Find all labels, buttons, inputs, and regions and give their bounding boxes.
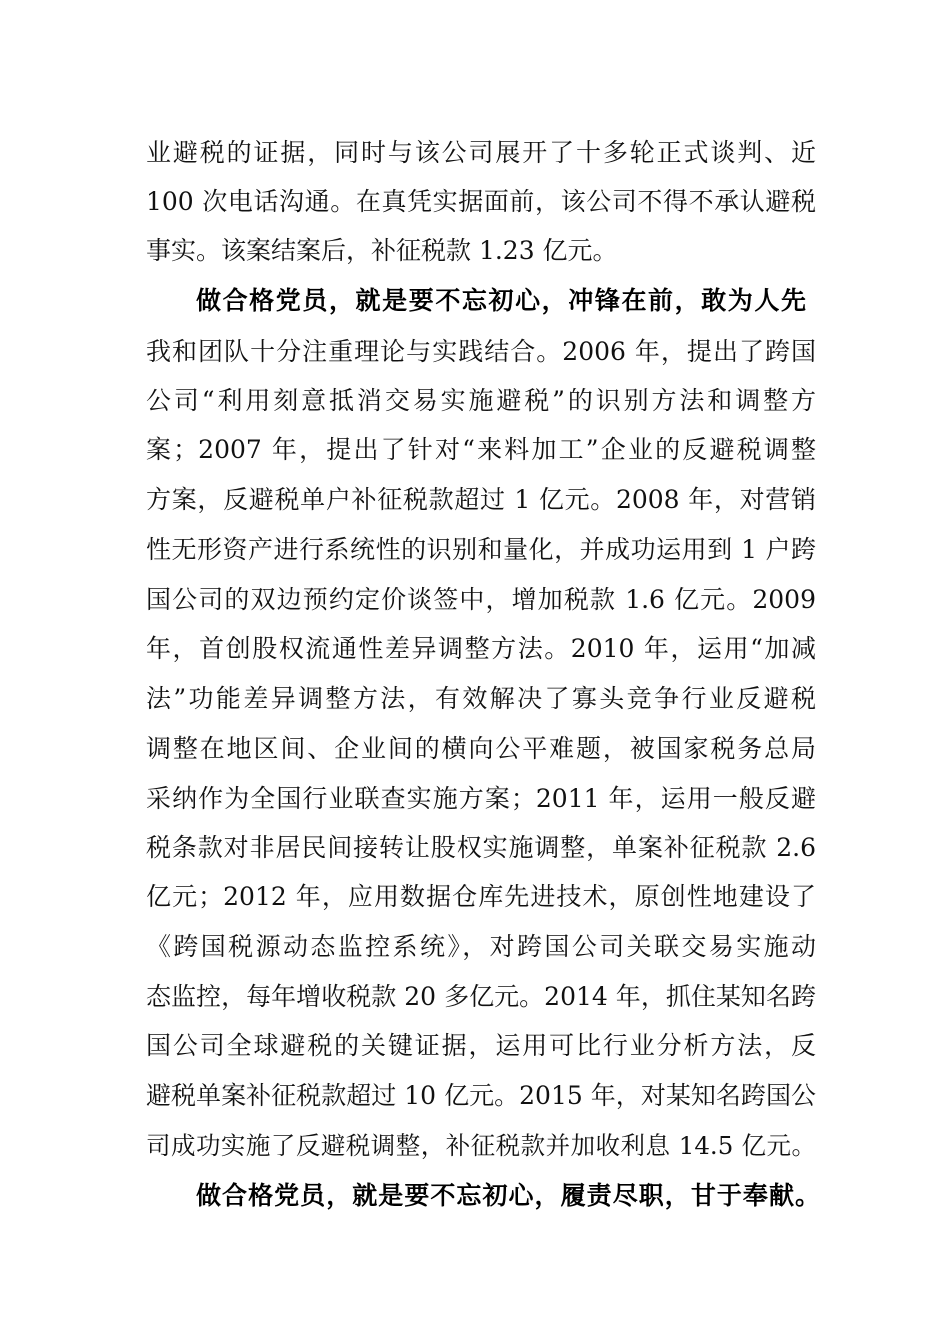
paragraph-2-line-10: 采纳作为全国行业联查实施方案；2011 年，运用一般反避 xyxy=(146,784,816,813)
paragraph-2-line-11: 税条款对非居民间接转让股权实施调整，单案补征税款 2.6 xyxy=(146,833,816,862)
paragraph-2-line-1: 我和团队十分注重理论与实践结合。2006 年，提出了跨国 xyxy=(146,337,816,366)
paragraph-1-line-3: 事实。该案结案后，补征税款 1.23 亿元。 xyxy=(146,236,618,265)
paragraph-2-line-17: 司成功实施了反避税调整，补征税款并加收利息 14.5 亿元。 xyxy=(146,1131,816,1160)
paragraph-2-line-12: 亿元；2012 年，应用数据仓库先进技术，原创性地建设了 xyxy=(146,882,816,911)
section-heading-1: 做合格党员，就是要不忘初心，冲锋在前，敢为人先 xyxy=(196,286,806,315)
paragraph-2-line-5: 性无形资产进行系统性的识别和量化，并成功运用到 1 户跨 xyxy=(146,535,816,564)
paragraph-2-line-6: 国公司的双边预约定价谈签中，增加税款 1.6 亿元。2009 xyxy=(146,585,816,614)
paragraph-2-line-4: 方案，反避税单户补征税款超过 1 亿元。2008 年，对营销 xyxy=(146,485,816,514)
paragraph-2-line-16: 避税单案补征税款超过 10 亿元。2015 年，对某知名跨国公 xyxy=(146,1081,816,1110)
paragraph-2-line-7: 年，首创股权流通性差异调整方法。2010 年，运用“加减 xyxy=(146,634,816,663)
paragraph-2-line-9: 调整在地区间、企业间的横向公平难题，被国家税务总局 xyxy=(146,734,816,763)
paragraph-2-line-8: 法”功能差异调整方法，有效解决了寡头竞争行业反避税 xyxy=(146,684,816,713)
paragraph-2-line-14: 态监控，每年增收税款 20 多亿元。2014 年，抓住某知名跨 xyxy=(146,982,816,1011)
paragraph-2-line-2: 公司“利用刻意抵消交易实施避税”的识别方法和调整方 xyxy=(146,386,816,415)
paragraph-2-line-13: 《跨国税源动态监控系统》，对跨国公司关联交易实施动 xyxy=(146,932,816,961)
paragraph-2-line-15: 国公司全球避税的关键证据，运用可比行业分析方法，反 xyxy=(146,1031,816,1060)
paragraph-1-line-1: 业避税的证据，同时与该公司展开了十多轮正式谈判、近 xyxy=(146,138,816,167)
section-heading-2: 做合格党员，就是要不忘初心，履责尽职，甘于奉献。 xyxy=(196,1181,820,1210)
paragraph-1-line-2: 100 次电话沟通。在真凭实据面前，该公司不得不承认避税 xyxy=(146,187,816,216)
paragraph-2-line-3: 案；2007 年，提出了针对“来料加工”企业的反避税调整 xyxy=(146,435,816,464)
